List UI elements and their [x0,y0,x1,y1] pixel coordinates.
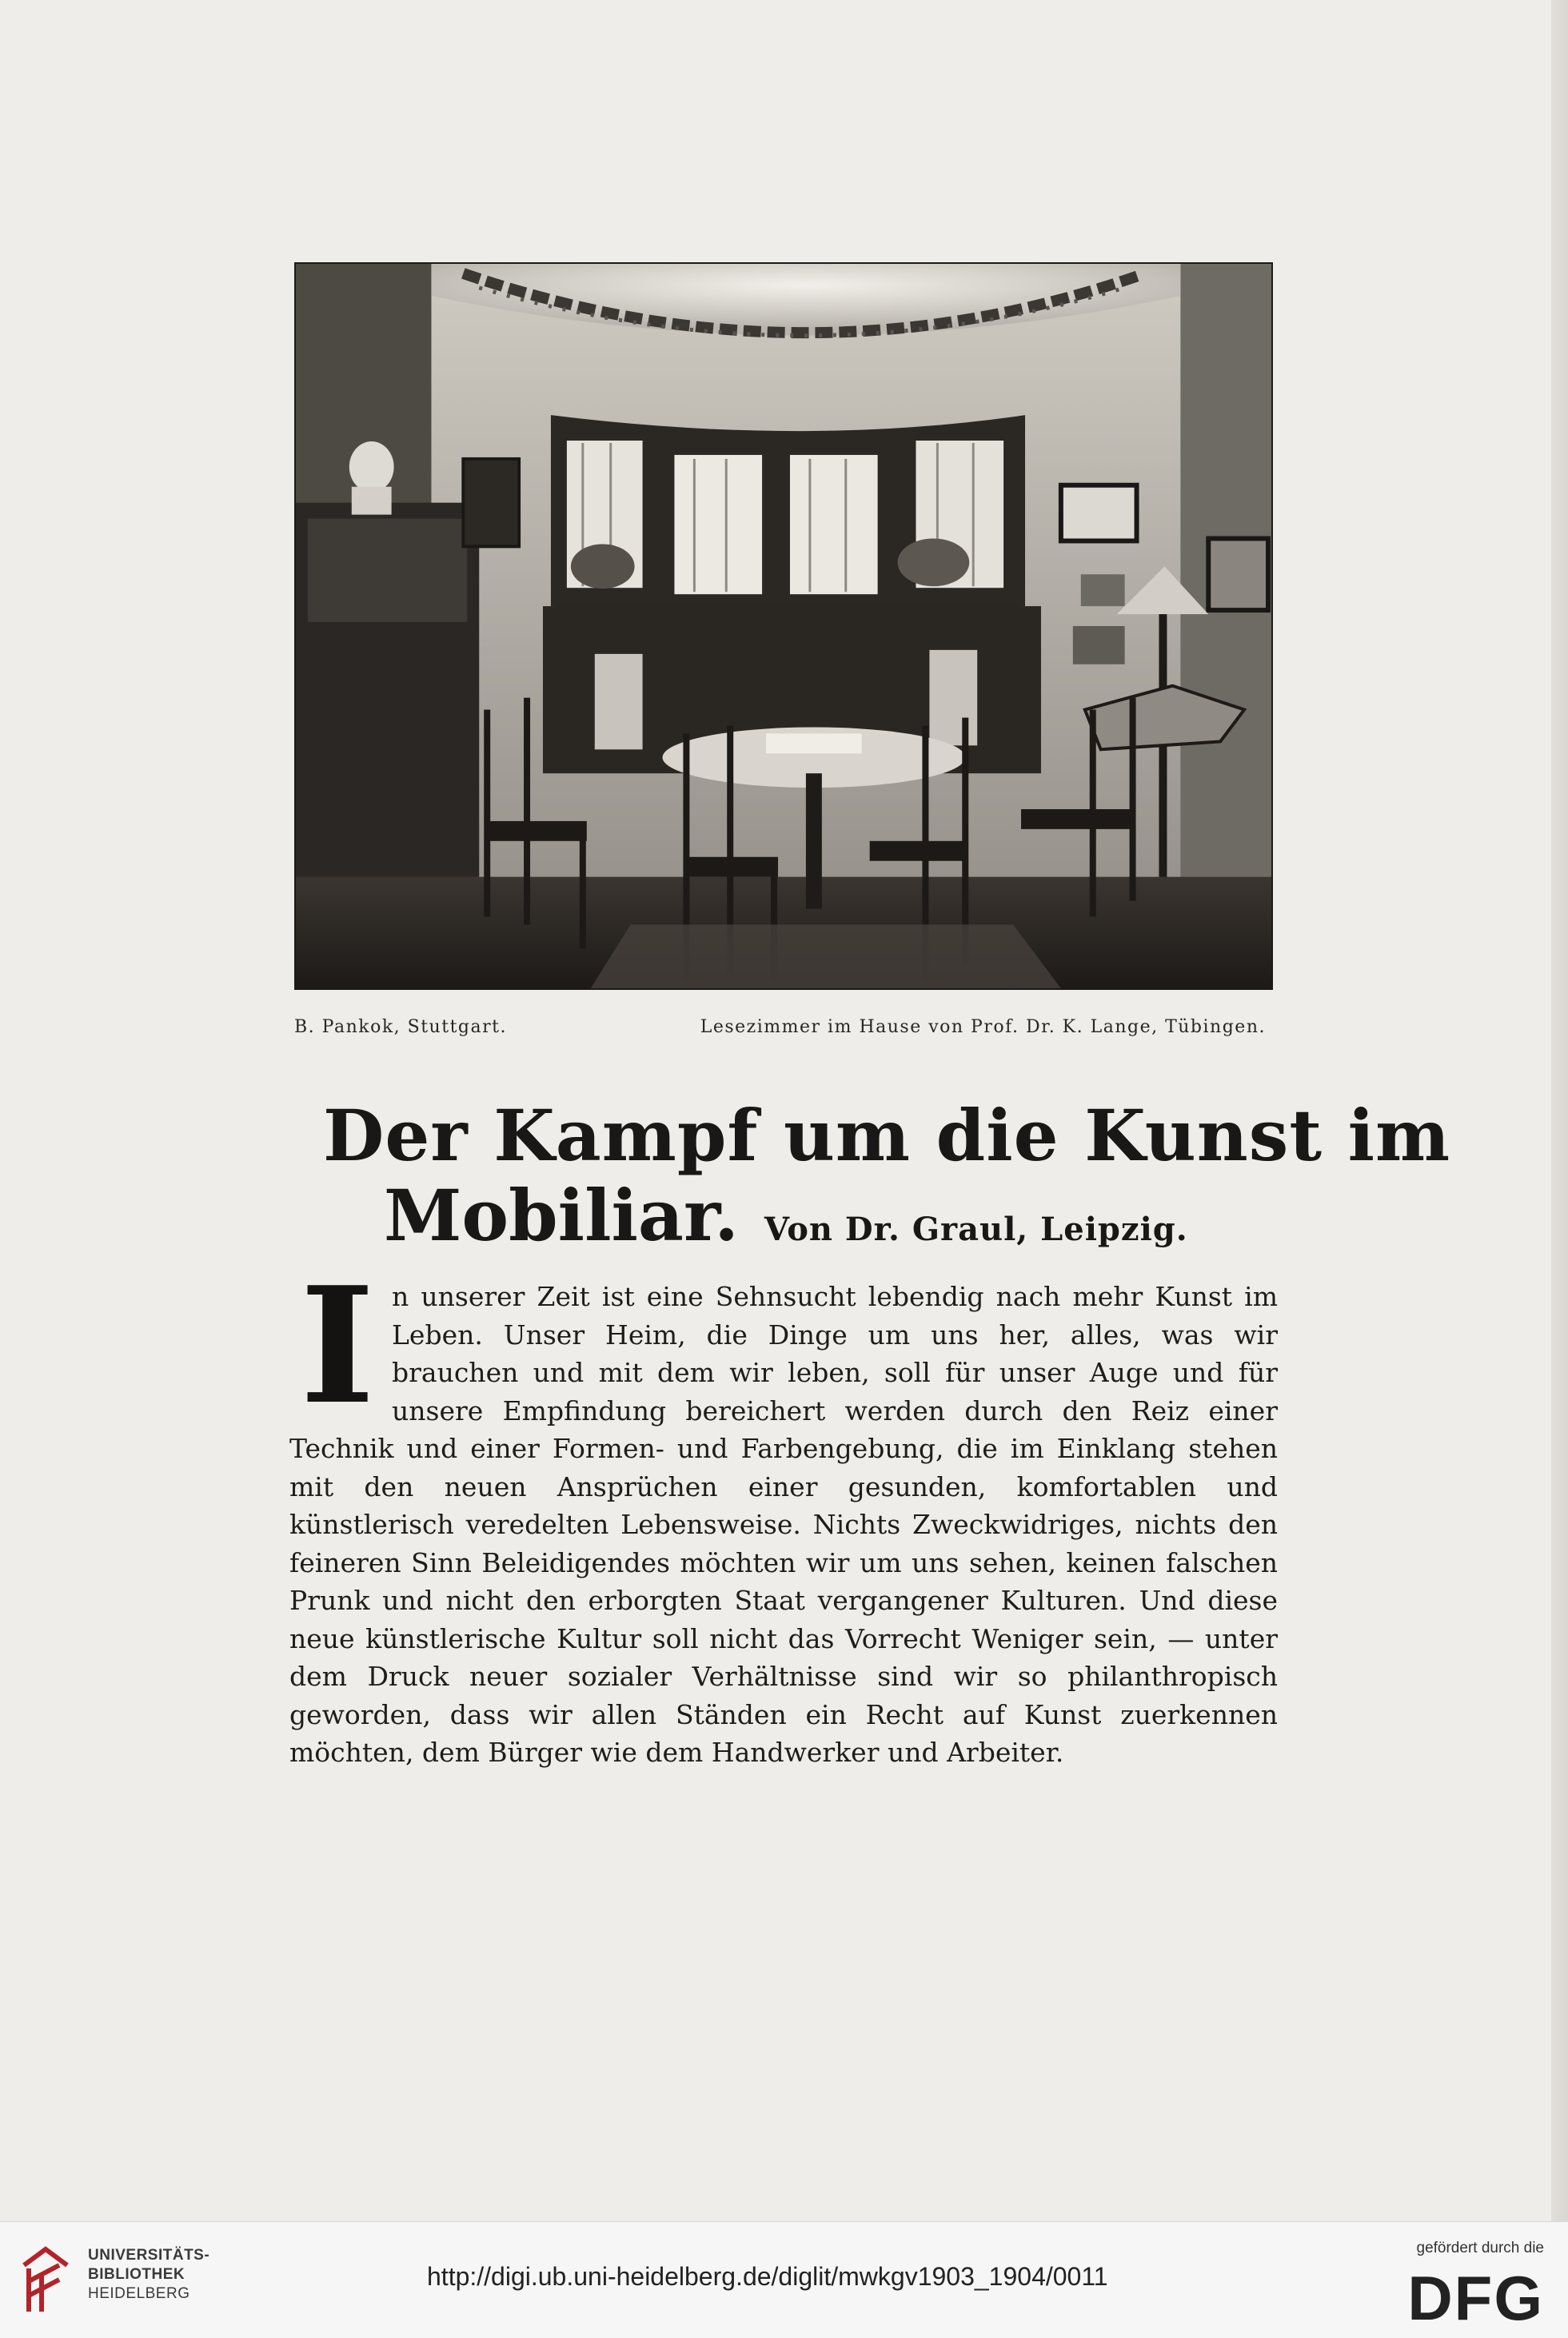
article-title-word: Mobiliar. [384,1174,739,1257]
article-byline: Von Dr. Graul, Leipzig. [764,1211,1188,1248]
photo-credit-caption: B. Pankok, Stuttgart. [294,1017,507,1037]
library-logo-icon[interactable] [18,2241,74,2317]
library-name-line-1: UNIVERSITÄTS- [88,2247,210,2264]
dfg-logo[interactable]: DFG [1407,2263,1544,2333]
article-body [289,1252,1278,1772]
page-edge [1551,0,1568,2221]
article-title-line-2 [384,1174,1188,1257]
library-name[interactable] [88,2246,209,2304]
digitization-footer [0,2221,1568,2338]
funding-label: gefördert durch die [1416,2240,1544,2256]
interior-photograph [294,262,1273,990]
article-title-line-1: Der Kampf um die Kunst im [323,1094,1451,1177]
library-name-line-2: BIBLIOTHEK [88,2266,186,2283]
drop-cap-space [289,1252,392,1440]
reading-room-image [296,264,1271,988]
drop-cap: I [300,1252,375,1440]
permalink-url[interactable]: http://digi.ub.uni-heidelberg.de/diglit/mwkgv1903_1904/0011 [427,2262,1108,2291]
article-paragraph: n unserer Zeit ist eine Sehnsucht lebendig nach mehr Kunst im Leben. Unser Heim, die Dinge um uns her, alles, was wir brauchen und mit dem wir leben, soll für unser Auge und für unsere Empfindung bereichert werden durch den Reiz einer Technik und einer Formen- und Farbengebung, die im Einklang stehen mit den neuen Ansprüchen einer gesunden, komfortablen und künstlerisch veredelten Lebensweise. Nichts Zweckwidriges, nichts den feineren Sinn Beleidigendes möchten wir um uns sehen, keinen falschen Prunk und nicht den erborgten Staat vergangener Kulturen. Und diese neue künstlerische Kultur soll nicht das Vorrecht Weniger sein, — unter dem Druck neuer sozialer Verhältnisse sind wir so philanthropisch geworden, dass wir allen Ständen ein Recht auf Kunst zuerkennen möchten, dem Bürger wie dem Handwerker und Arbeiter. [289,1281,1278,1768]
photo-title-caption: Lesezimmer im Hause von Prof. Dr. K. Lange, Tübingen. [700,1017,1266,1037]
library-name-line-3: HEIDELBERG [88,2285,190,2302]
